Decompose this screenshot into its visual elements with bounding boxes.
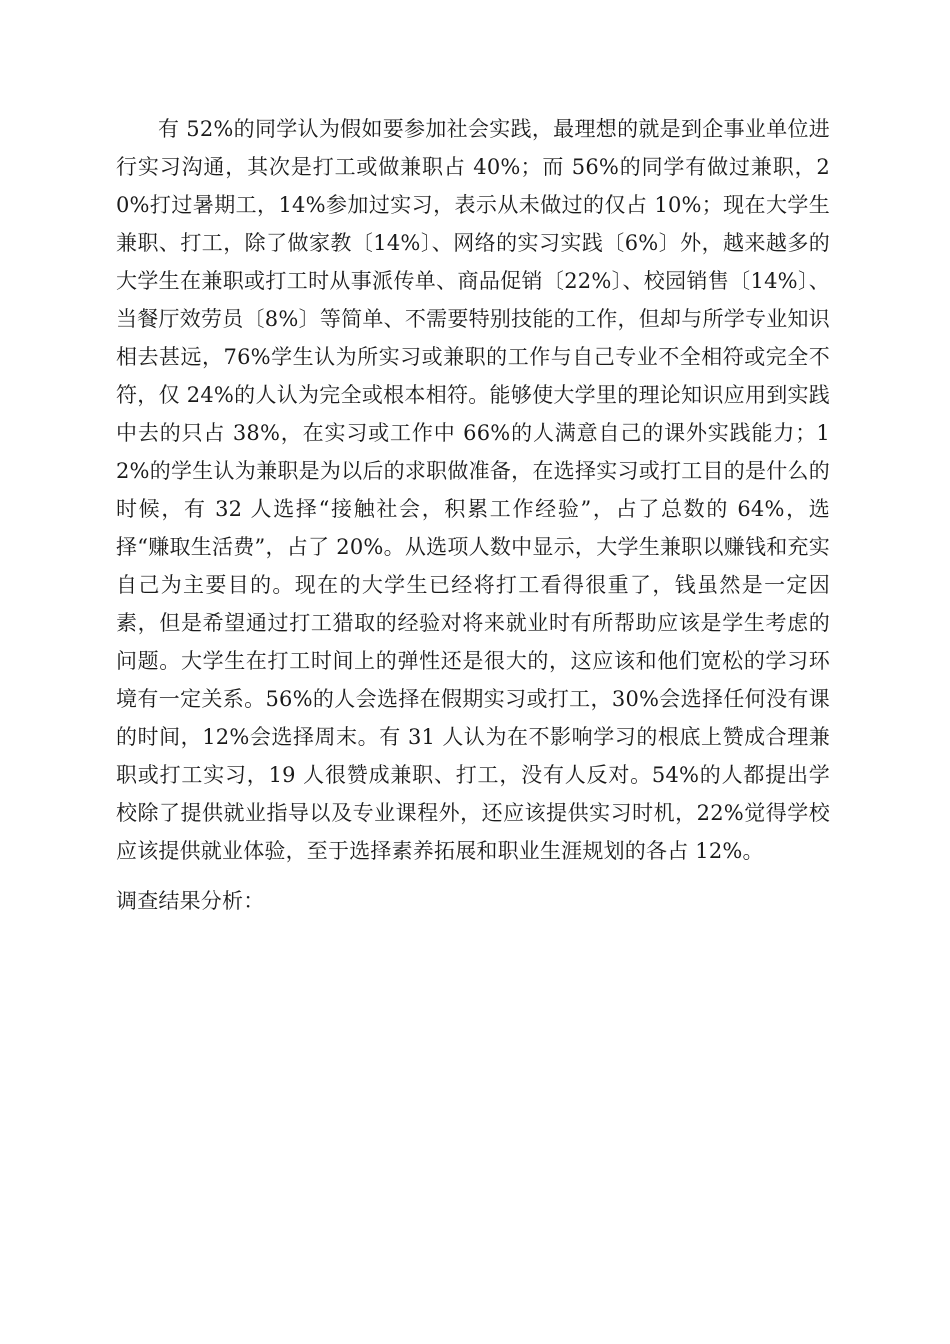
survey-paragraph: 有 52%的同学认为假如要参加社会实践，最理想的就是到企事业单位进行实习沟通，其次是打工或做兼职占 40%；而 56%的同学有做过兼职，20%打过暑期工，14%参加过实习，表示从未做过的仅占 10%；现在大学生兼职、打工，除了做家教〔14%〕、网络的实习实践〔6%〕外，越来越多的大学生在兼职或打工时从事派传单、商品促销〔22%〕、校园销售〔14%〕、当餐厅效劳员〔8%〕等简单、不需要特别技能的工作，但却与所学专业知识相去甚远，76%学生认为所实习或兼职的工作与自己专业不全相符或完全不符，仅 24%的人认为完全或根本相符。能够使大学里的理论知识应用到实践中去的只占 38%，在实习或工作中 66%的人满意自己的课外实践能力；12%的学生认为兼职是为以后的求职做准备，在选择实习或打工目的是什么的时候，有 32 人选择“接触社会，积累工作经验”，占了总数的 64%，选择“赚取生活费”，占了 20%。从选项人数中显示，大学生兼职以赚钱和充实自己为主要目的。现在的大学生已经将打工看得很重了，钱虽然是一定因素，但是希望通过打工猎取的经验对将来就业时有所帮助应该是学生考虑的问题。大学生在打工时间上的弹性还是很大的，这应该和他们宽松的学习环境有一定关系。56%的人会选择在假期实习或打工，30%会选择任何没有课的时间，12%会选择周末。有 31 人认为在不影响学习的根底上赞成合理兼职或打工实习，19 人很赞成兼职、打工，没有人反对。54%的人都提出学校除了提供就业指导以及专业课程外，还应该提供实习时机，22%觉得学校应该提供就业体验，至于选择素养拓展和职业生涯规划的各占 12%。 [116, 117, 830, 863]
document-body [116, 110, 830, 920]
section-heading: 调查结果分析： [116, 889, 265, 913]
